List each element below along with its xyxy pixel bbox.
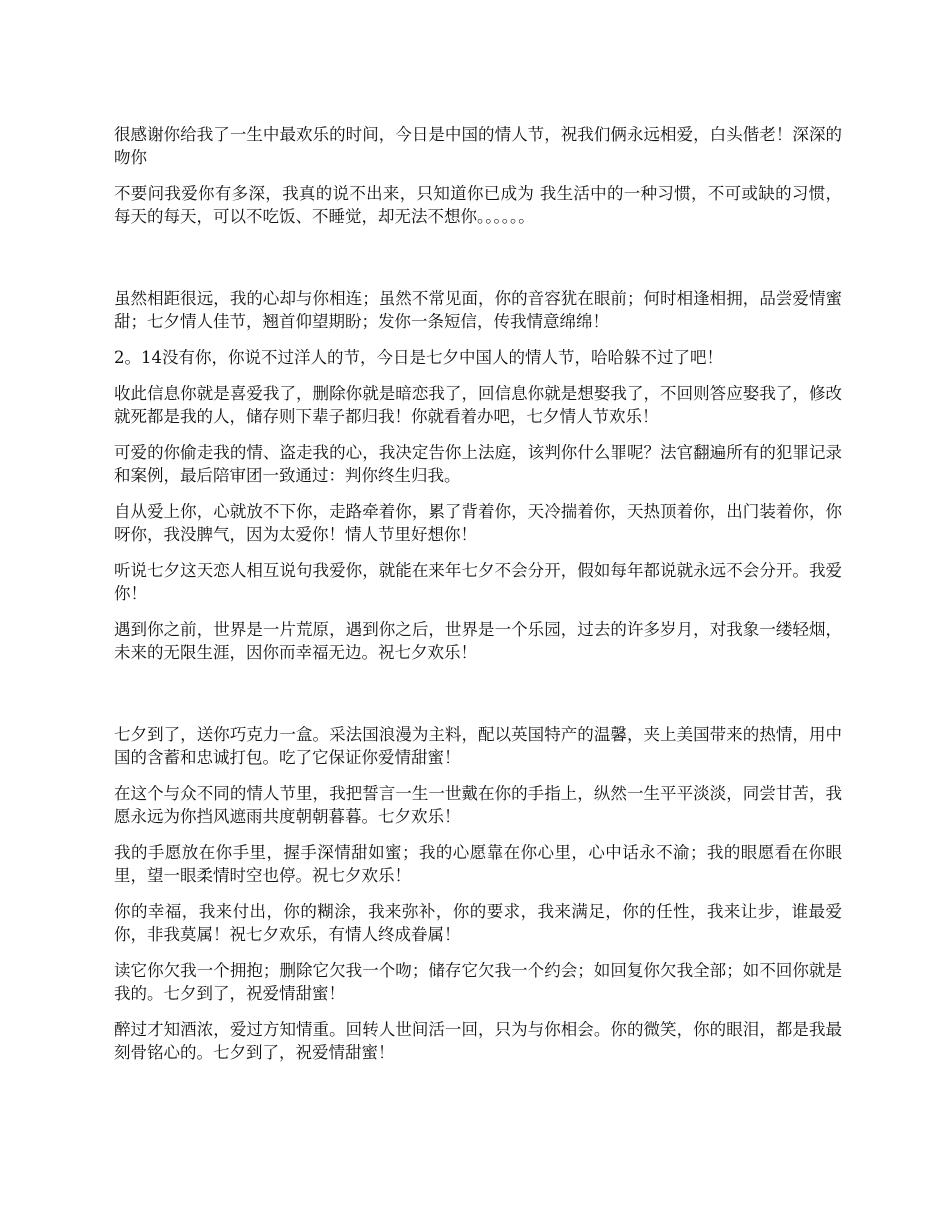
paragraph-8: 听说七夕这天恋人相互说句我爱你，就能在来年七夕不会分开，假如每年都说就永远不会分开。我爱你！ <box>114 561 842 603</box>
paragraph-10: 七夕到了，送你巧克力一盒。采法国浪漫为主料，配以英国特产的温馨，夹上美国带来的热情，用中国的含蓄和忠诚打包。吃了它保证你爱情甜蜜！ <box>114 725 842 767</box>
paragraph-9: 遇到你之前，世界是一片荒原，遇到你之后，世界是一个乐园，过去的许多岁月，对我象一缕轻烟，未来的无限生涯，因你而幸福无边。祝七夕欢乐！ <box>114 620 842 662</box>
section-gap-2 <box>114 677 842 723</box>
paragraph-13: 你的幸福，我来付出，你的糊涂，我来弥补，你的要求，我来满足，你的任性，我来让步，谁最爱你，非我莫属！祝七夕欢乐，有情人终成眷属！ <box>114 902 842 944</box>
document-body <box>114 123 842 1077</box>
paragraph-15: 醉过才知酒浓，爱过方知情重。回转人世间活一回，只为与你相会。你的微笑，你的眼泪，都是我最刻骨铭心的。七夕到了，祝爱情甜蜜！ <box>114 1020 842 1062</box>
paragraph-6: 可爱的你偷走我的情、盗走我的心，我决定告你上法庭，该判你什么罪呢？法官翻遍所有的犯罪记录和案例，最后陪审团一致通过：判你终生归我。 <box>114 443 842 485</box>
section-gap-1 <box>114 241 842 287</box>
paragraph-12: 我的手愿放在你手里，握手深情甜如蜜；我的心愿靠在你心里，心中话永不渝；我的眼愿看在你眼里，望一眼柔情时空也停。祝七夕欢乐！ <box>114 843 842 885</box>
paragraph-2: 不要问我爱你有多深，我真的说不出来，只知道你已成为 我生活中的一种习惯，不可或缺的习惯，每天的每天，可以不吃饭、不睡觉，却无法不想你。。。。。。 <box>114 184 842 226</box>
paragraph-5: 收此信息你就是喜爱我了，删除你就是暗恋我了，回信息你就是想娶我了，不回则答应娶我了，修改就死都是我的人，储存则下辈子都归我！你就看着办吧，七夕情人节欢乐！ <box>114 384 842 426</box>
paragraph-3: 虽然相距很远，我的心却与你相连；虽然不常见面，你的音容犹在眼前；何时相逢相拥，品尝爱情蜜甜；七夕情人佳节，翘首仰望期盼；发你一条短信，传我情意绵绵！ <box>114 289 842 331</box>
paragraph-1: 很感谢你给我了一生中最欢乐的时间，今日是中国的情人节，祝我们俩永远相爱，白头偕老！深深的吻你 <box>114 125 842 167</box>
paragraph-14: 读它你欠我一个拥抱；删除它欠我一个吻；储存它欠我一个约会；如回复你欠我全部；如不回你就是我的。七夕到了，祝爱情甜蜜！ <box>114 961 842 1003</box>
paragraph-7: 自从爱上你，心就放不下你，走路牵着你，累了背着你，天冷揣着你，天热顶着你，出门装着你，你呀你，我没脾气，因为太爱你！情人节里好想你！ <box>114 502 842 544</box>
paragraph-4: 2。14没有你，你说不过洋人的节，今日是七夕中国人的情人节，哈哈躲不过了吧！ <box>114 348 723 367</box>
paragraph-11: 在这个与众不同的情人节里，我把誓言一生一世戴在你的手指上，纵然一生平平淡淡，同尝甘苦，我愿永远为你挡风遮雨共度朝朝暮暮。七夕欢乐！ <box>114 784 842 826</box>
